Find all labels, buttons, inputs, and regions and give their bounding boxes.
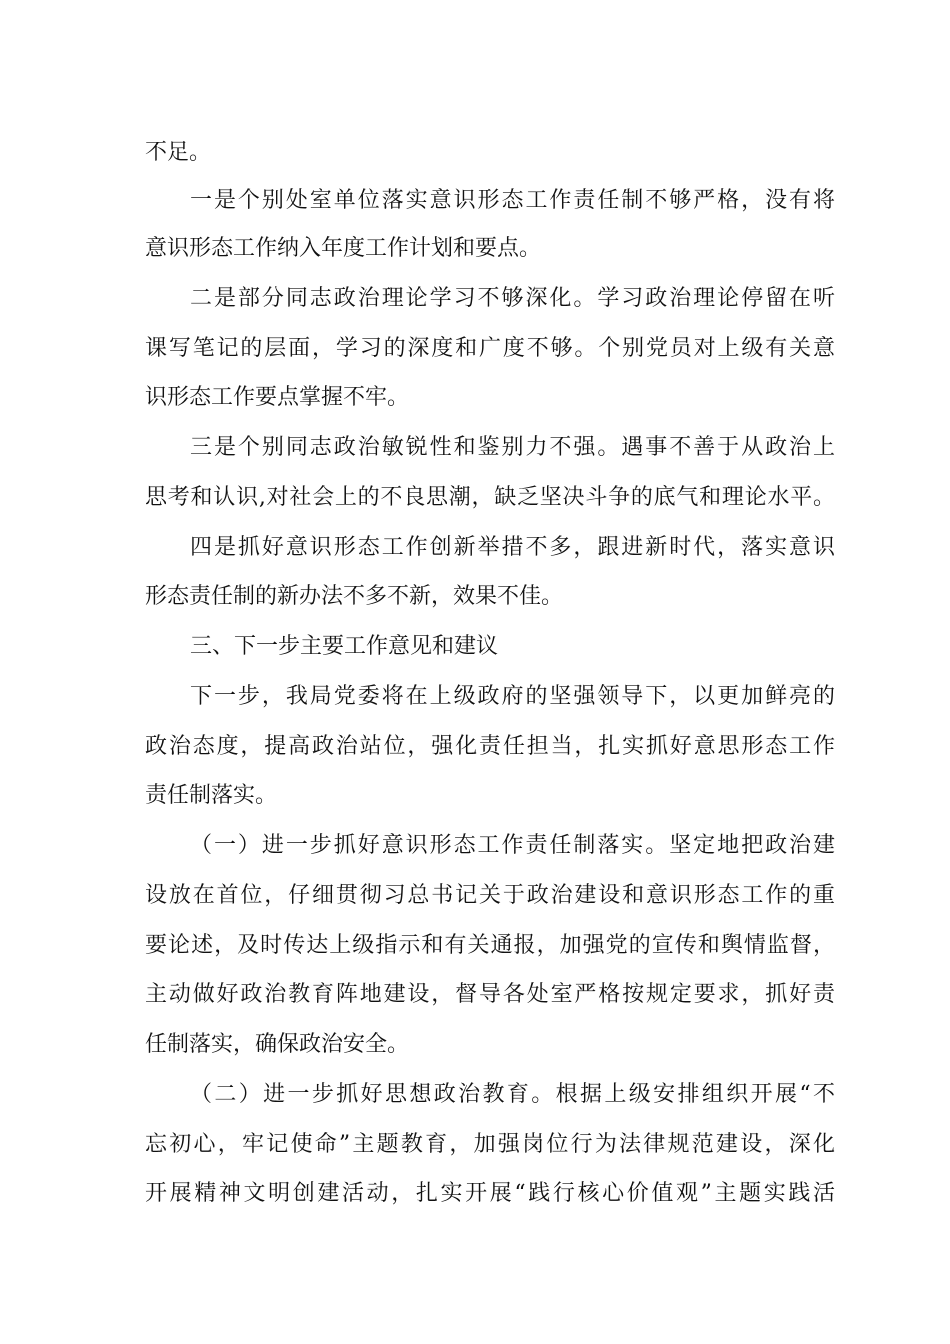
body-text-line: 一是个别处室单位落实意识形态工作责任制不够严格，没有将 (190, 188, 835, 213)
body-text-line: 课写笔记的层面，学习的深度和广度不够。个别党员对上级有关意 (145, 336, 835, 361)
body-text-line: （二）进一步抓好思想政治教育。根据上级安排组织开展“不 (190, 1082, 835, 1107)
body-text-line: 形态责任制的新办法不多不新，效果不佳。 (145, 584, 564, 609)
body-text-line: 主动做好政治教育阵地建设，督导各处室严格按规定要求，抓好责 (145, 982, 835, 1007)
body-text-line: 政治态度，提高政治站位，强化责任担当，扎实抓好意思形态工作 (145, 734, 835, 759)
body-text-line: 思考和认识,对社会上的不良思潮，缺乏坚决斗争的底气和理论水平。 (145, 485, 835, 510)
body-text-line: 设放在首位，仔细贯彻习总书记关于政治建设和意识形态工作的重 (145, 883, 835, 908)
body-text-line: 四是抓好意识形态工作创新举措不多，跟进新时代，落实意识 (190, 535, 835, 560)
body-text-line: 意识形态工作纳入年度工作计划和要点。 (145, 236, 542, 261)
body-text-line: 下一步，我局党委将在上级政府的坚强领导下，以更加鲜亮的 (190, 684, 835, 709)
body-text-line: 忘初心，牢记使命”主题教育，加强岗位行为法律规范建设，深化 (145, 1132, 835, 1157)
section-heading: 三、下一步主要工作意见和建议 (190, 634, 499, 659)
body-text-line: 二是部分同志政治理论学习不够深化。学习政治理论停留在听 (190, 286, 835, 311)
body-text-line: 要论述，及时传达上级指示和有关通报，加强党的宣传和舆情监督， (145, 933, 835, 958)
body-text-line: 开展精神文明创建活动，扎实开展“践行核心价值观”主题实践活 (145, 1181, 835, 1206)
body-text-line: （一）进一步抓好意识形态工作责任制落实。坚定地把政治建 (190, 833, 835, 858)
body-text-line: 责任制落实。 (145, 783, 278, 808)
body-text-line: 任制落实，确保政治安全。 (145, 1032, 410, 1057)
body-text-line: 不足。 (145, 140, 212, 165)
body-text-line: 三是个别同志政治敏锐性和鉴别力不强。遇事不善于从政治上 (190, 435, 835, 460)
body-text-line: 识形态工作要点掌握不牢。 (145, 385, 410, 410)
